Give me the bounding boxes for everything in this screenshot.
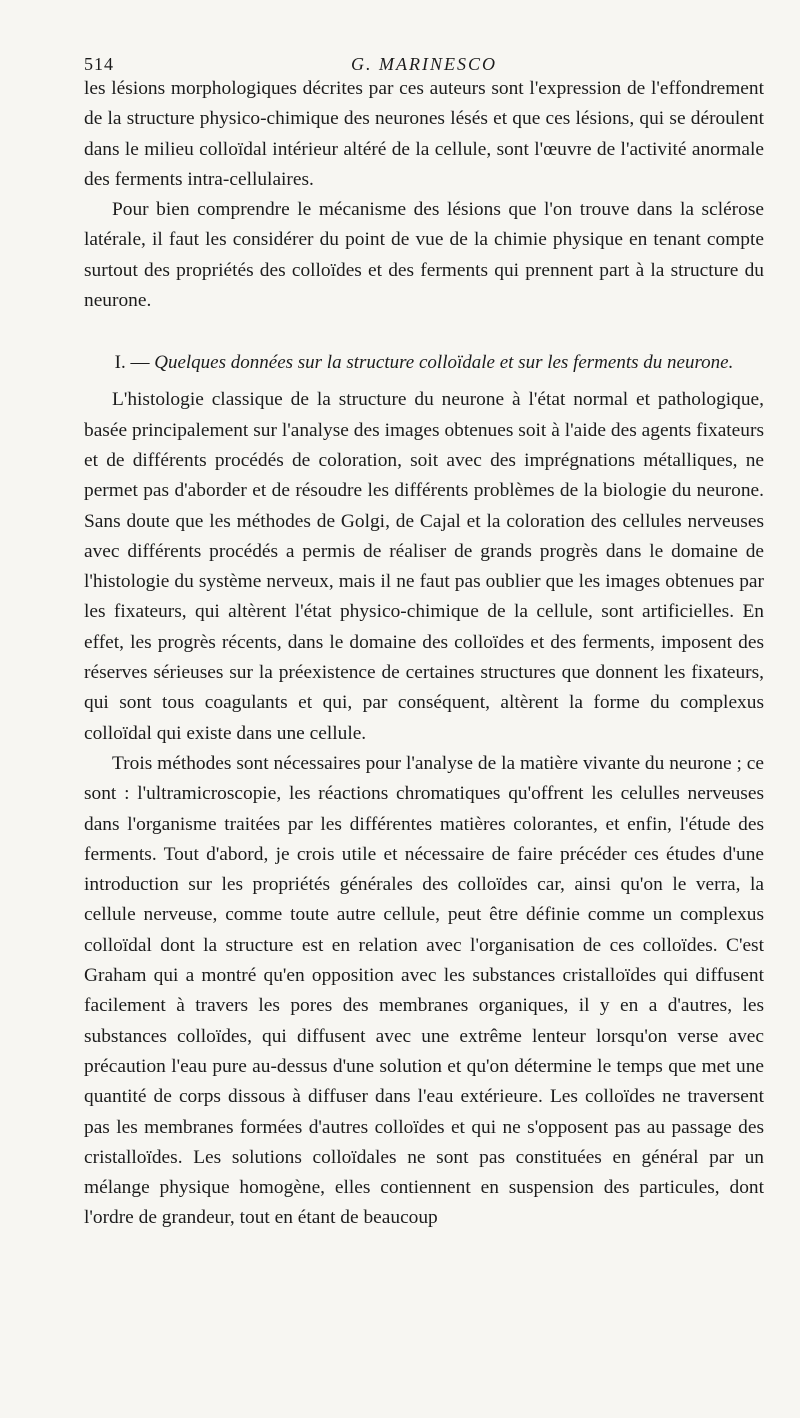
page-number: 514 [84, 54, 114, 74]
running-head: G. MARINESCO [351, 54, 497, 74]
paragraph: Trois méthodes sont nécessaires pour l'analyse de la matière vivante du neurone ; ce sont : l'ultramicroscopie, les réactions chromatiques qu'offrent les celulles nerveuses dans l'organisme traitées par les différentes matières colorantes, et enfin, l'étude des ferments. Tout d'abord, je crois utile et nécessaire de faire précéder ces études d'une introduction sur les propriétés générales des colloïdes car, ainsi qu'on le verra, la cellule nerveuse, comme toute autre cellule, peut être définie comme un complexus colloïdal dont la structure est en relation avec l'organisation de ces colloïdes. C'est Graham qui a montré qu'en opposition avec les substances cristalloïdes qui diffusent facilement à travers les pores des membranes organiques, il y en a d'autres, les substances colloïdes, qui diffusent avec une extrême lenteur lorsqu'on verse avec précaution l'eau pure au-dessus d'une solution et qu'on détermine le temps que met une quantité de corps dissous à diffuser dans l'eau extérieure. Les colloïdes ne traversent pas les membranes formées d'autres colloïdes et qui ne s'opposent pas au passage des cristalloïdes. Les solutions colloïdales ne sont pas constituées en général par un mélange physique homogène, elles contiennent en suspension des particules, dont l'ordre de grandeur, tout en étant de beaucoup [84, 752, 764, 1229]
page-body [84, 40, 764, 1234]
paragraph: L'histologie classique de la structure du neurone à l'état normal et pathologique, basée principalement sur l'analyse des images obtenues soit à l'aide des agents fixateurs et de différents procédés de coloration, soit avec des imprégnations métalliques, ne permet pas d'aborder et de résoudre les différents problèmes de la biologie du neurone. Sans doute que les méthodes de Golgi, de Cajal et la coloration des cellules nerveuses avec différents procédés a permis de réaliser de grands progrès dans le domaine de l'histologie du système nerveux, mais il ne faut pas oublier que les images obtenues par les fixateurs, qui altèrent l'état physico-chimique de la cellule, sont artificielles. En effet, les progrès récents, dans le domaine des colloïdes et des ferments, imposent des réserves sérieuses sur la préexistence de certaines structures que donnent les fixateurs, qui sont tous coagulants et qui, par conséquent, altèrent la forme du complexus colloïdal qui existe dans une cellule. [84, 389, 764, 744]
paragraph-continued: les lésions morphologiques décrites par ces auteurs sont l'expression de l'effondrement de la structure physico-chimique des neurones lésés et que ces lésions, qui se déroulent dans le milieu colloïdal intérieur altéré de la cellule, sont l'œuvre de l'activité anormale des ferments intra-cellulaires. [84, 78, 764, 190]
section-number: I. — [114, 352, 150, 374]
section-heading [84, 349, 764, 377]
paragraph: Pour bien comprendre le mécanisme des lésions que l'on trouve dans la sclérose latérale, il faut les considérer du point de vue de la chimie physique en tenant compte surtout des propriétés des colloïdes et des ferments qui prennent part à la structure du neurone. [84, 199, 764, 312]
page-header [84, 40, 764, 74]
section-title: Quelques données sur la structure colloïdale et sur les ferments du neurone. [154, 352, 734, 374]
